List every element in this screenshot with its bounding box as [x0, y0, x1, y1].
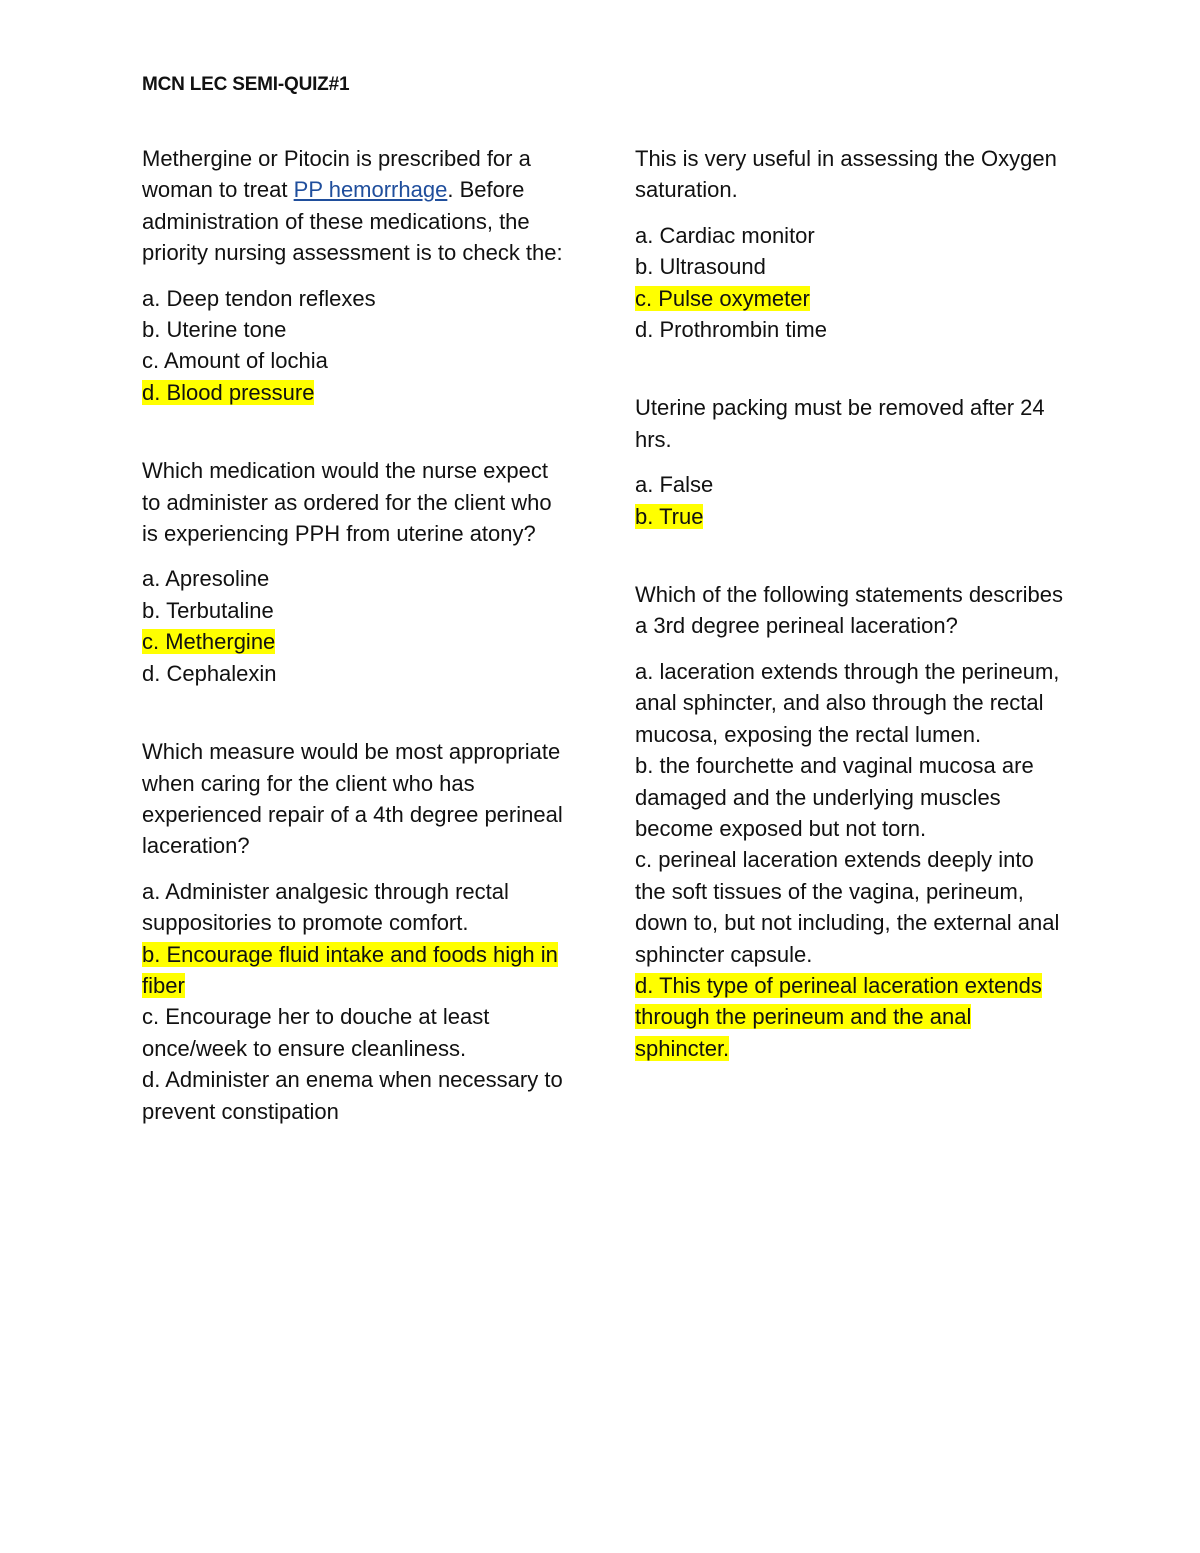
question-4: [635, 143, 1065, 345]
question-text: [142, 143, 572, 269]
option-label: b. Terbutaline: [142, 597, 274, 623]
option-b: [142, 595, 572, 626]
option-label: c. perineal laceration extends deeply into the soft tissues of the vagina, perineum, down to, but not including, the external anal sphincter capsule.: [635, 847, 1060, 967]
option-d: [635, 314, 1065, 345]
question-text: Which measure would be most appropriate when caring for the client who has experienced repair of a 4th degree perineal laceration?: [142, 739, 563, 859]
option-c-correct: [635, 283, 1065, 314]
option-b: [635, 750, 1065, 844]
answer-options: [635, 220, 1065, 346]
option-b-correct: [635, 501, 1065, 532]
option-label: d. Cephalexin: [142, 660, 277, 686]
right-column: [635, 143, 1065, 1111]
option-label: a. Deep tendon reflexes: [142, 285, 376, 311]
answer-options: [142, 563, 572, 689]
pp-hemorrhage-link[interactable]: PP hemorrhage: [293, 177, 448, 203]
question-text: Which medication would the nurse expect to administer as ordered for the client who is experiencing PPH from uterine atony?: [142, 458, 552, 547]
option-d: [142, 1064, 572, 1127]
option-b: [142, 314, 572, 345]
highlighted-answer: d. This type of perineal laceration extends through the perineum and the anal sphincter.: [635, 972, 1042, 1061]
highlighted-answer: b. Encourage fluid intake and foods high in fiber: [142, 941, 558, 998]
option-label: a. Administer analgesic through rectal suppositories to promote comfort.: [142, 878, 509, 936]
option-a: [635, 469, 1065, 500]
question-text: Uterine packing must be removed after 24 hrs.: [635, 395, 1045, 452]
question-text-before: Methergine or Pitocin is prescribed for a woman to treat: [142, 146, 531, 203]
option-label: c. Amount of lochia: [142, 348, 328, 374]
answer-options: [635, 656, 1065, 1064]
option-a: [142, 563, 572, 594]
answer-options: [635, 469, 1065, 532]
option-c: [635, 844, 1065, 970]
option-label: d. Prothrombin time: [635, 317, 827, 343]
option-label: a. False: [635, 472, 714, 498]
answer-options: [142, 876, 572, 1127]
option-a: [142, 876, 572, 939]
option-d-correct: [635, 970, 1065, 1064]
option-c: [142, 1001, 572, 1064]
highlighted-answer: d. Blood pressure: [142, 379, 315, 405]
option-label: a. laceration extends through the perineum, anal sphincter, and also through the rectal mucosa, exposing the rectal lumen.: [635, 658, 1060, 747]
question-text-after: . Before administration of these medications, the priority nursing assessment is to check the:: [142, 177, 563, 266]
option-label: d. Administer an enema when necessary to prevent constipation: [142, 1067, 563, 1124]
option-label: b. Ultrasound: [635, 254, 766, 280]
option-c-correct: [142, 626, 572, 657]
option-label: b. Uterine tone: [142, 317, 287, 343]
option-label: a. Cardiac monitor: [635, 222, 815, 248]
question-3: [142, 736, 572, 1127]
option-b-correct: [142, 939, 572, 1002]
question-5: [635, 392, 1065, 532]
option-a: [142, 283, 572, 314]
question-text: Which of the following statements describes a 3rd degree perineal laceration?: [635, 582, 1063, 639]
option-a: [635, 220, 1065, 251]
highlighted-answer: c. Pulse oxymeter: [635, 285, 810, 311]
document-title: MCN LEC SEMI-QUIZ#1: [142, 74, 350, 95]
option-d-correct: [142, 377, 572, 408]
option-d: [142, 658, 572, 689]
highlighted-answer: c. Methergine: [142, 629, 276, 655]
option-label: c. Encourage her to douche at least once/week to ensure cleanliness.: [142, 1004, 490, 1061]
question-6: [635, 579, 1065, 1064]
highlighted-answer: b. True: [635, 503, 704, 529]
question-1: [142, 143, 572, 408]
answer-options: [142, 283, 572, 409]
option-label: b. the fourchette and vaginal mucosa are damaged and the underlying muscles become exposed but not torn.: [635, 753, 1034, 841]
question-2: [142, 455, 572, 689]
option-label: a. Apresoline: [142, 566, 270, 592]
option-a: [635, 656, 1065, 750]
question-text: This is very useful in assessing the Oxygen saturation.: [635, 146, 1057, 203]
left-column: [142, 143, 572, 1174]
option-b: [635, 251, 1065, 282]
option-c: [142, 345, 572, 376]
